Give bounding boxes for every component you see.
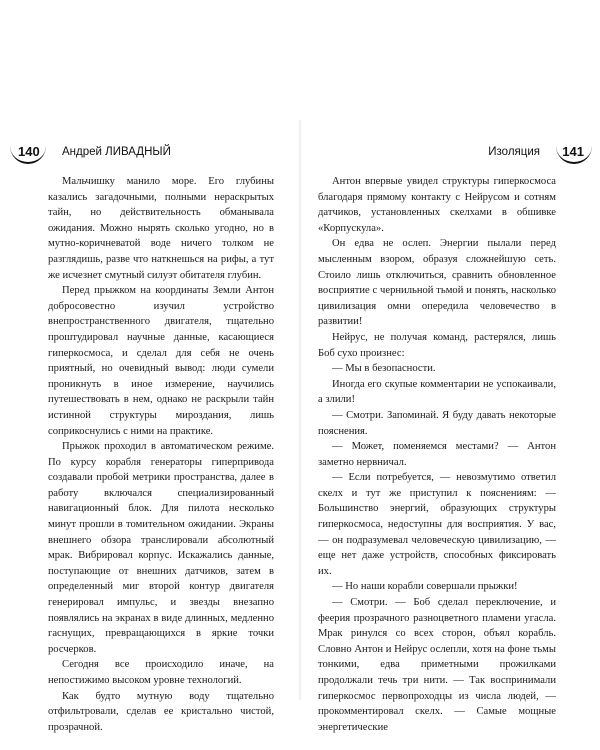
paragraph: — Смотри. Запоминай. Я буду давать некоторые пояснения. (318, 409, 556, 437)
book-gutter (298, 120, 302, 700)
page-number-arc-decoration (556, 142, 592, 164)
paragraph: Сегодня все происходило иначе, на непостижимо высоком уровне технологий. (48, 659, 274, 686)
paragraph: — Но наши корабли совершали прыжки! (332, 581, 518, 593)
left-page (4, 140, 304, 733)
paragraph: Как будто мутную воду тщательно отфильтровали, сделав ее кристально чистой, прозрачной. (48, 690, 274, 733)
paragraph: Нейрус, не получая команд, растерялся, лишь Боб сухо произнес: (318, 331, 556, 359)
paragraph: Мальчишку манило море. Его глубины казались загадочными, полными нераскрытых тайн, но действительность обманывала ожидания. Можно нырять сколько угодно, но в мутно-коричневатой воде ничего толком не разглядишь, разве что наткнешься на рифы, а тут же исчезнет смутный силуэт обитателя глубин. (48, 176, 274, 281)
paragraph: — Смотри. — Боб сделал переключение, и феерия прозрачного разноцветного пламени угасла. Мрак ринулся со всех сторон, объял корабль. Словно Антон и Нейрус ослепли, хотя на фоне тьмы тонкими, едва приметными прожилками продолжали течь три нити. — Так воспринимали гиперкосмос первопроходцы из числа людей, — прокомментировал скелх. — Самые мощные энергетические (318, 597, 556, 733)
paragraph: Прыжок проходил в автоматическом режиме. По курсу корабля генераторы гиперпривода создавали пробой метрики пространства, далее в работу включался специализированный навигационный блок. Для пилота несколько минут прошли в томительном ожидании. Экраны внешнего обзора транслировали абсолютный мрак. Вибрировал корпус. Искажались данные, поступающие от внешних датчиков, затем в определенный миг второй контур двигателя генерировал импульс, и звезды внезапно появлялись на экранах в виде длинных, медленно гаснущих, превращающихся в яркие точки росчерков. (48, 441, 274, 655)
right-page-number: 141 (562, 144, 584, 159)
left-page-text (48, 174, 274, 735)
left-page-header (4, 140, 304, 164)
paragraph: — Может, поменяемся местами? — Антон заметно нервничал. (318, 441, 556, 468)
right-page (300, 140, 600, 733)
left-running-head: Андрей ЛИВАДНЫЙ (62, 146, 171, 158)
right-page-header (300, 140, 600, 164)
paragraph: Перед прыжком на координаты Земли Антон добросовестно изучил устройство внепространственного двигателя, тщательно проштудировал научные данные, касающиеся гиперкосмоса, и сделал для себя не очень приятный, но очевидный вывод: люди сумели проникнуть в иное измерение, научились путешествовать в нем, однако не раскрыли тайн истинной структуры мироздания, лишь соприкоснулись с ними на практике. (48, 285, 274, 437)
paragraph: Антон впервые увидел структуры гиперкосмоса благодаря прямому контакту с Нейрусом и сотням датчиков, установленных скелхами в обшивке «Корпускула». (318, 176, 556, 234)
paragraph: — Если потребуется, — невозмутимо ответил скелх и тут же приступил к пояснениям: — Большинство энергий, образующих структуры гиперкосмоса, недоступны для восприятия. У вас, — он подразумевал человеческую цивилизацию, — еще нет даже устройств, способных фиксировать их. (318, 472, 556, 577)
paragraph: — Мы в безопасности. (332, 363, 436, 375)
paragraph: Иногда его скупые комментарии не успокаивали, а злили! (318, 378, 556, 406)
right-page-text (318, 174, 556, 735)
paragraph: Он едва не ослеп. Энергии пылали перед мысленным взором, образуя сложнейшую сеть. Стоило лишь отключиться, сравнить обновленное восприятие с чернильной тьмой и понять, насколько цивилизация омни опередила человечество в развитии! (318, 238, 556, 328)
right-running-head: Изоляция (488, 146, 540, 158)
left-page-number: 140 (18, 144, 40, 159)
